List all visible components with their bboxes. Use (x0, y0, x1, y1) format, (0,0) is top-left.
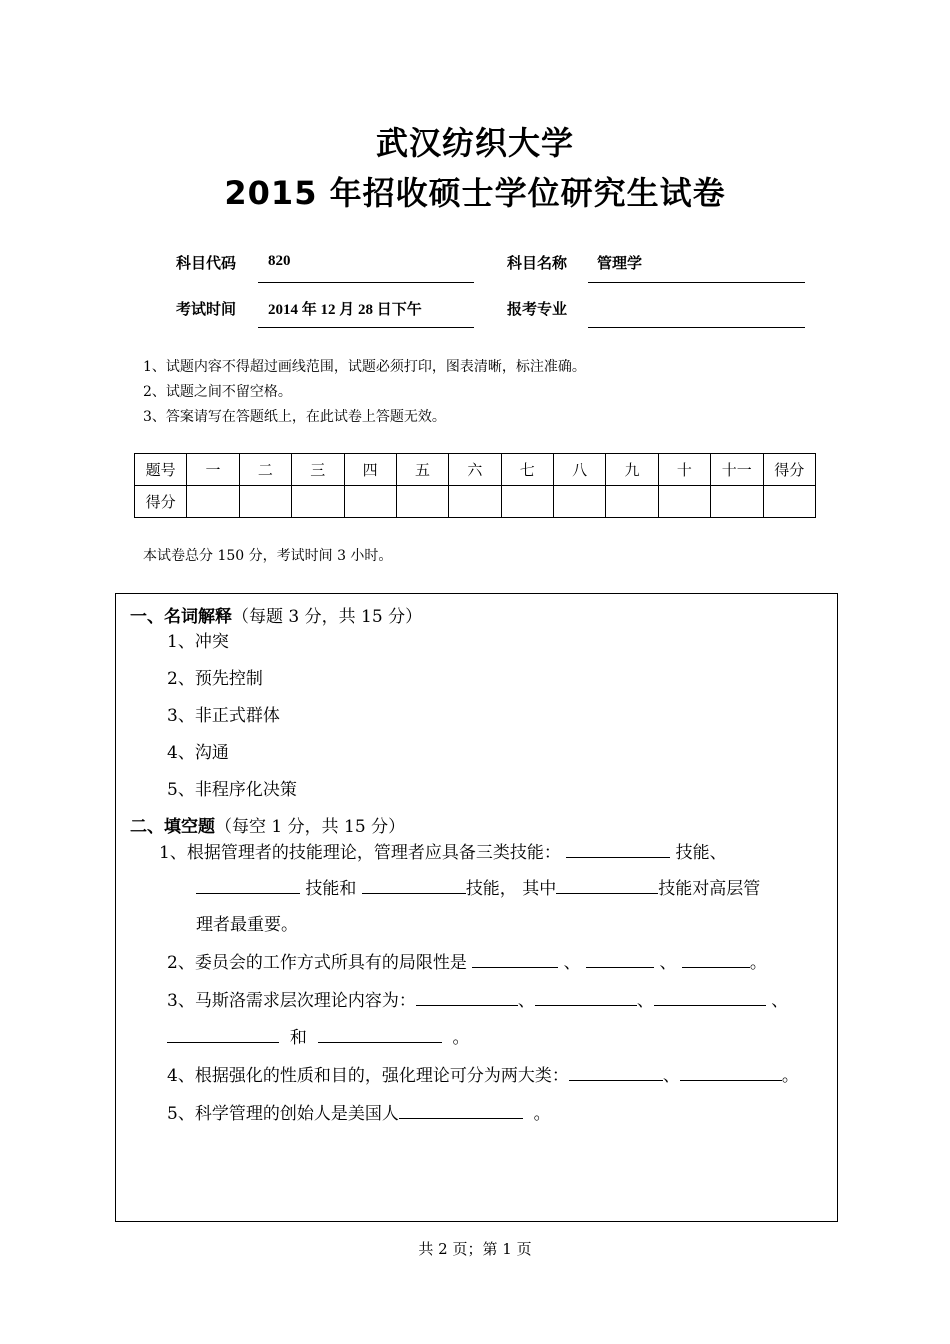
score-cell (449, 486, 501, 518)
question-text: 技能和 (305, 879, 357, 899)
note-item: 1、试题内容不得超过画线范围，试题必须打印，图表清晰，标注准确。 (143, 359, 586, 375)
score-cell (396, 486, 448, 518)
subject-code-value: 820 (268, 253, 291, 269)
fill-question-1 (159, 838, 727, 863)
score-table-score-row (135, 486, 816, 518)
score-cell (763, 486, 816, 518)
section2-title: 二、填空题 (130, 817, 215, 837)
subject-code-label: 科目代码 (176, 254, 237, 272)
question-text: 技能对高层管 (658, 879, 761, 899)
question-text: 5、科学管理的创始人是美国人 (167, 1104, 399, 1124)
score-cell (554, 486, 606, 518)
question-box (115, 593, 838, 1222)
answer-blank (167, 1026, 279, 1043)
table-cell: 十 (658, 454, 710, 486)
table-cell: 四 (344, 454, 396, 486)
section1-heading (130, 602, 422, 627)
table-cell: 得分 (135, 486, 187, 518)
subject-name-value: 管理学 (597, 254, 643, 272)
section2-points: （每空 1 分，共 15 分） (215, 817, 406, 837)
score-cell (239, 486, 291, 518)
table-cell: 十一 (711, 454, 763, 486)
exam-title: 2015 年招收硕士学位研究生试卷 (224, 174, 726, 212)
answer-blank (682, 951, 750, 968)
answer-blank (196, 877, 300, 894)
fill-question-5 (167, 1099, 551, 1124)
answer-blank (399, 1102, 523, 1119)
table-cell: 八 (554, 454, 606, 486)
answer-blank (566, 841, 670, 858)
term-item: 5、非程序化决策 (167, 780, 297, 800)
answer-blank (556, 877, 658, 894)
term-item: 1、冲突 (167, 632, 229, 652)
major-label: 报考专业 (507, 300, 568, 318)
section1-points: （每题 3 分，共 15 分） (232, 607, 423, 627)
term-item: 2、预先控制 (167, 669, 263, 689)
table-cell: 九 (606, 454, 658, 486)
score-cell (711, 486, 763, 518)
table-cell: 题号 (135, 454, 187, 486)
table-cell: 五 (396, 454, 448, 486)
note-item: 2、试题之间不留空格。 (143, 384, 292, 400)
total-score-note: 本试卷总分 150 分，考试时间 3 小时。 (143, 548, 393, 564)
fill-question-4 (167, 1061, 799, 1086)
subject-name-line (588, 282, 805, 283)
score-table (134, 453, 816, 518)
question-text: 1、根据管理者的技能理论，管理者应具备三类技能： (159, 843, 561, 863)
subject-name-label: 科目名称 (507, 254, 568, 272)
question-text: 和 (289, 1028, 307, 1048)
table-cell: 六 (449, 454, 501, 486)
fill-question-2 (167, 948, 767, 973)
question-text: 、 (771, 991, 789, 1011)
score-cell (187, 486, 239, 518)
answer-blank (472, 951, 558, 968)
answer-blank (586, 951, 654, 968)
answer-blank (318, 1026, 442, 1043)
exam-time-line (258, 327, 474, 328)
answer-blank (535, 989, 637, 1006)
question-text: 、 (662, 1066, 680, 1086)
section2-heading (130, 812, 405, 837)
score-cell (501, 486, 553, 518)
subject-code-line (258, 282, 474, 283)
note-item: 3、答案请写在答题纸上，在此试卷上答题无效。 (143, 409, 446, 425)
table-cell: 七 (501, 454, 553, 486)
university-name: 武汉纺织大学 (375, 124, 574, 162)
question-text: 3、马斯洛需求层次理论内容为： (167, 991, 416, 1011)
question-text: 4、根据强化的性质和目的，强化理论可分为两大类： (167, 1066, 569, 1086)
page-footer: 共 2 页；第 1 页 (418, 1240, 532, 1258)
question-text: 。 (533, 1104, 551, 1124)
exam-notes (143, 355, 586, 430)
answer-blank (569, 1064, 663, 1081)
score-cell (292, 486, 344, 518)
fill-question-1-cont (196, 874, 760, 899)
exam-time-label: 考试时间 (176, 300, 237, 318)
table-cell: 得分 (763, 454, 816, 486)
score-table-header-row (135, 454, 816, 486)
answer-blank (680, 1064, 782, 1081)
answer-blank (416, 989, 518, 1006)
score-cell (606, 486, 658, 518)
term-item: 3、非正式群体 (167, 706, 280, 726)
question-text: 。 (781, 1066, 799, 1086)
question-text: 、 (517, 991, 535, 1011)
table-cell: 三 (292, 454, 344, 486)
question-text: 技能、 (675, 843, 727, 863)
score-cell (344, 486, 396, 518)
question-text: 、 (659, 953, 677, 973)
major-line (588, 327, 805, 328)
question-text: 。 (452, 1028, 470, 1048)
answer-blank (362, 877, 466, 894)
section1-title: 一、名词解释 (130, 607, 232, 627)
fill-question-3 (167, 986, 788, 1011)
fill-question-1-end: 理者最重要。 (196, 915, 298, 935)
question-text: 、 (563, 953, 581, 973)
exam-time-value: 2014 年 12 月 28 日下午 (268, 302, 422, 318)
term-item: 4、沟通 (167, 743, 229, 763)
question-text: 2、委员会的工作方式所具有的局限性是 (167, 953, 467, 973)
score-cell (658, 486, 710, 518)
table-cell: 一 (187, 454, 239, 486)
question-text: 技能， 其中 (465, 879, 557, 899)
question-text: 、 (636, 991, 654, 1011)
answer-blank (654, 989, 766, 1006)
table-cell: 二 (239, 454, 291, 486)
question-text: 。 (749, 953, 767, 973)
fill-question-3-cont (167, 1023, 469, 1048)
